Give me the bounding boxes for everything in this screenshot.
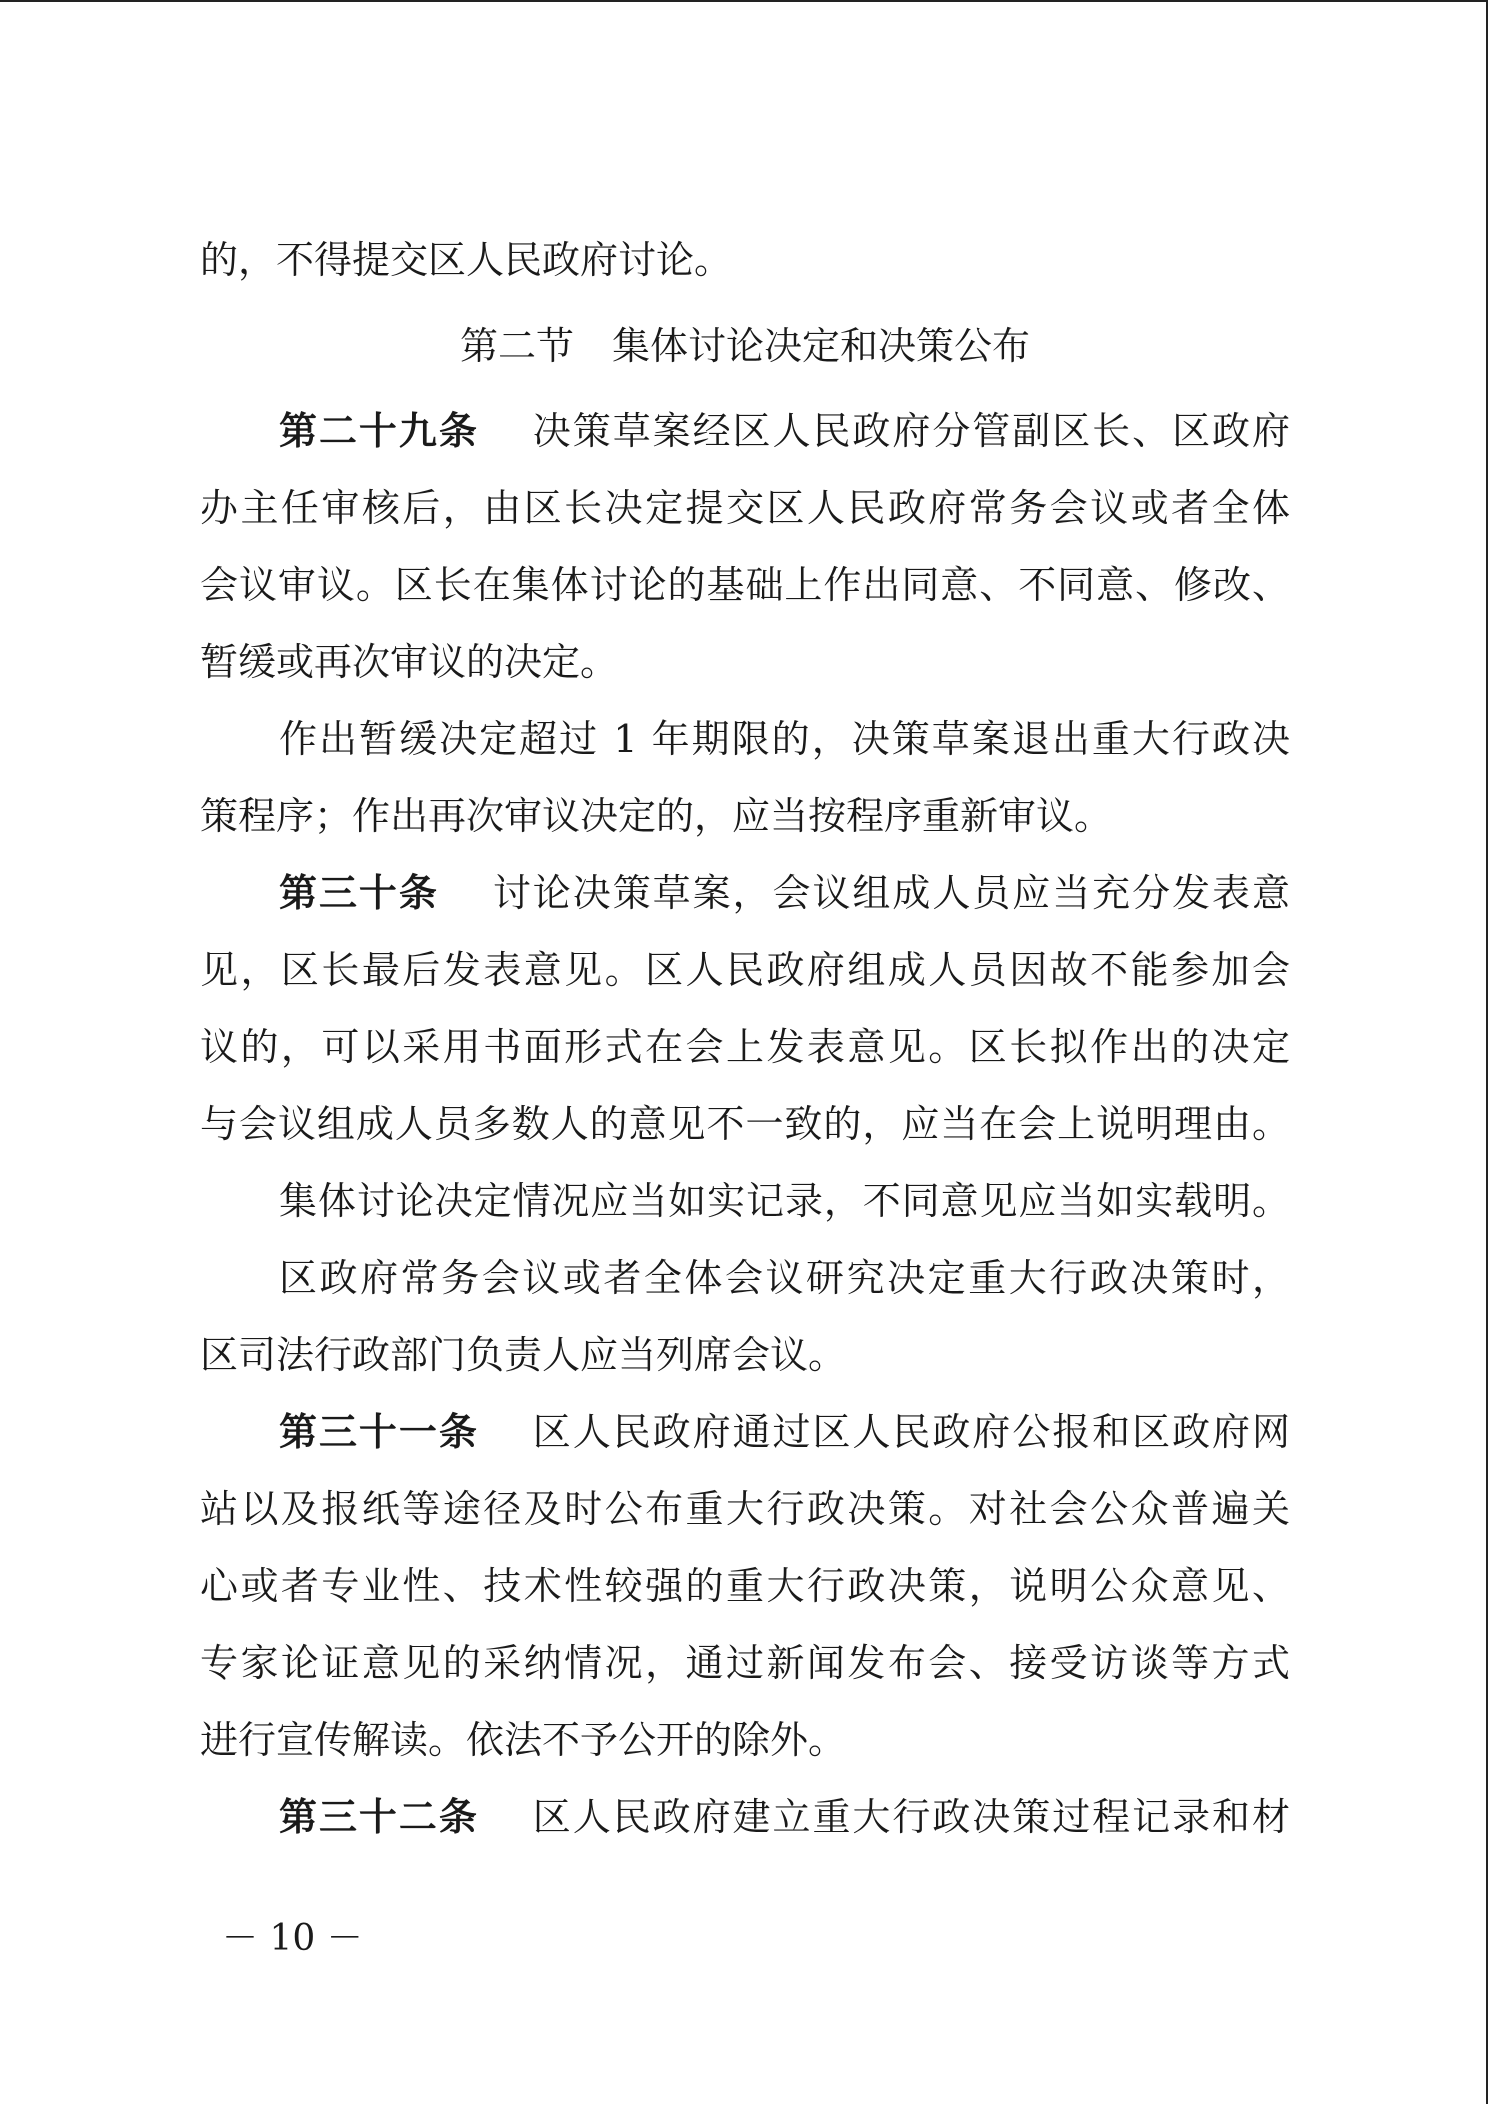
article-31 — [200, 1394, 1290, 1779]
paragraph-line: 与会议组成人员多数人的意见不一致的，应当在会上说明理由。 — [200, 1102, 1290, 1146]
page-top-edge — [0, 0, 1488, 2]
paragraph-line: 作出暂缓决定超过 1 年期限的，决策草案退出重大行政决 — [279, 717, 1290, 761]
paragraph-line: 办主任审核后，由区长决定提交区人民政府常务会议或者全体 — [200, 486, 1290, 530]
paragraph-line — [200, 1394, 1290, 1471]
document-body — [200, 222, 1290, 1856]
article-30-paragraph-3 — [200, 1240, 1290, 1394]
article-number: 第三十条 — [279, 871, 439, 915]
article-number: 第三十二条 — [279, 1795, 479, 1839]
paragraph-line: 站以及报纸等途径及时公布重大行政决策。对社会公众普遍关 — [200, 1487, 1290, 1531]
paragraph-line: 心或者专业性、技术性较强的重大行政决策，说明公众意见、 — [200, 1564, 1290, 1608]
paragraph-line: 的，不得提交区人民政府讨论。 — [200, 238, 733, 282]
article-29-paragraph-2 — [200, 701, 1290, 855]
paragraph-line: 会议审议。区长在集体讨论的基础上作出同意、不同意、修改、 — [200, 563, 1290, 607]
article-text: 讨论决策草案，会议组成人员应当充分发表意 — [492, 871, 1290, 915]
article-32 — [200, 1779, 1290, 1856]
paragraph-line: 议的，可以采用书面形式在会上发表意见。区长拟作出的决定 — [200, 1025, 1290, 1069]
page-number: － 10 － — [222, 1918, 363, 1959]
article-number: 第三十一条 — [279, 1410, 479, 1454]
article-30-paragraph-2 — [200, 1163, 1290, 1240]
paragraph-line: 区司法行政部门负责人应当列席会议。 — [200, 1333, 847, 1377]
article-text: 区人民政府建立重大行政决策过程记录和材 — [532, 1795, 1290, 1839]
paragraph-line: 见，区长最后发表意见。区人民政府组成人员因故不能参加会 — [200, 948, 1290, 992]
article-text: 决策草案经区人民政府分管副区长、区政府 — [532, 409, 1290, 453]
paragraph-line: 专家论证意见的采纳情况，通过新闻发布会、接受访谈等方式 — [200, 1641, 1290, 1685]
paragraph-line: 暂缓或再次审议的决定。 — [200, 640, 619, 684]
paragraph-line: 区政府常务会议或者全体会议研究决定重大行政决策时， — [279, 1256, 1290, 1300]
article-text: 区人民政府通过区人民政府公报和区政府网 — [532, 1410, 1290, 1454]
article-number: 第二十九条 — [279, 409, 479, 453]
article-29 — [200, 393, 1290, 701]
paragraph-line — [200, 393, 1290, 470]
paragraph-line: 进行宣传解读。依法不予公开的除外。 — [200, 1718, 847, 1762]
paragraph-line: 策程序；作出再次审议决定的，应当按程序重新审议。 — [200, 794, 1113, 838]
paragraph-line: 集体讨论决定情况应当如实记录，不同意见应当如实载明。 — [279, 1179, 1290, 1223]
section-heading: 第二节 集体讨论决定和决策公布 — [459, 324, 1030, 368]
paragraph-line — [200, 1779, 1290, 1856]
article-30 — [200, 855, 1290, 1163]
paragraph-line — [200, 855, 1290, 932]
